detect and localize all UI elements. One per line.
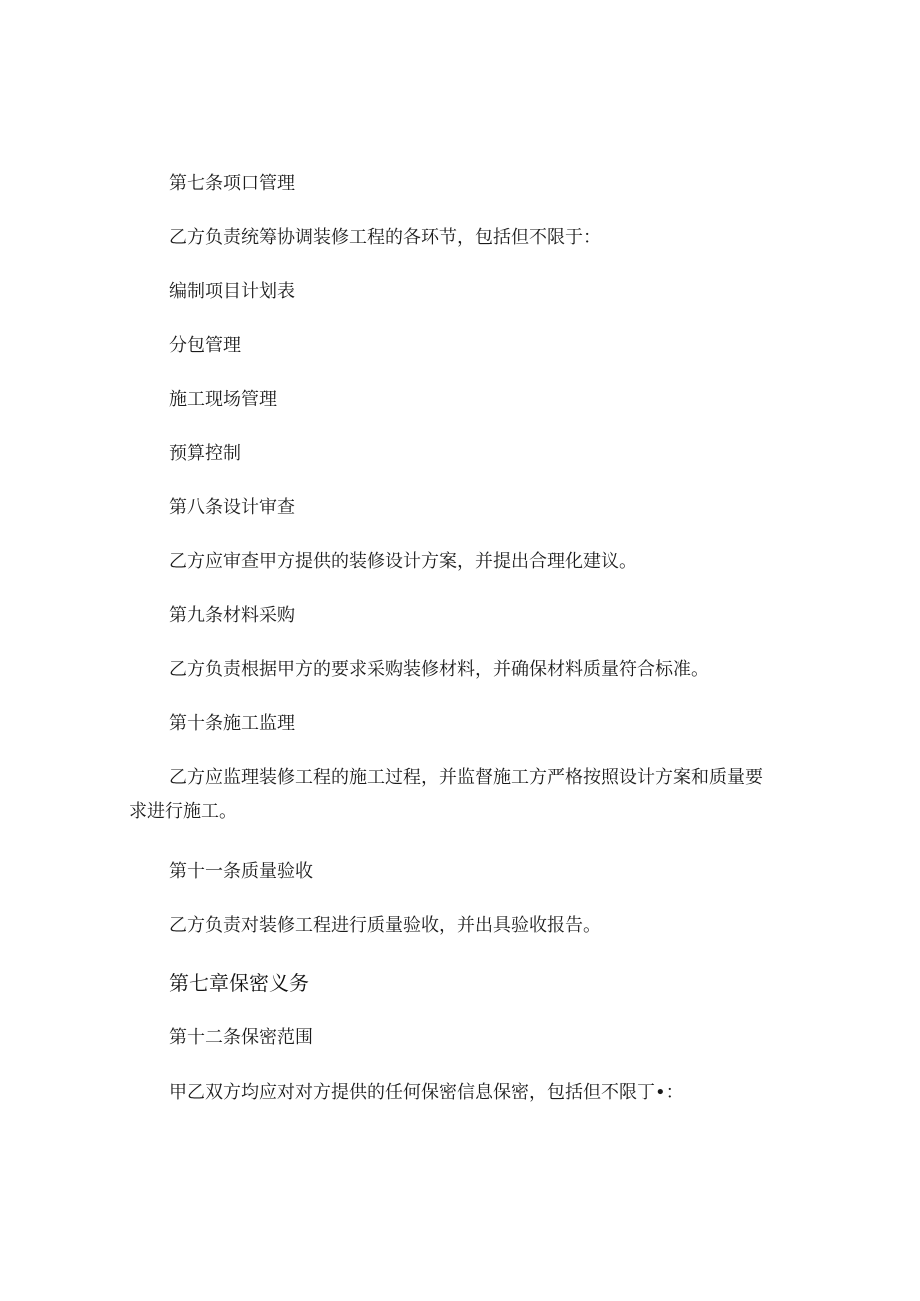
- article-12-body: 甲乙双方均应对对方提供的任何保密信息保密，包括但不限丁•：: [169, 1082, 684, 1103]
- article-12-heading: 第十二条保密范围: [169, 1027, 313, 1048]
- article-8-body: 乙方应审查甲方提供的装修设计方案，并提出合理化建议。: [169, 551, 637, 572]
- article-9-body: 乙方负责根据甲方的要求采购装修材料，并确保材料质量符合标准。: [169, 659, 709, 680]
- article-8-heading: 第八条设计审查: [169, 497, 295, 518]
- list-item: 分包管理: [169, 335, 241, 356]
- article-9-heading: 第九条材料采购: [169, 605, 295, 626]
- article-7-intro: 乙方负责统筹协调装修工程的各环节，包括但不限于：: [169, 227, 601, 248]
- article-7-heading: 第七条项口管理: [169, 173, 295, 194]
- article-11-heading: 第十一条质量验收: [169, 861, 313, 882]
- article-11-body: 乙方负责对装修工程进行质量验收，并出具验收报告。: [169, 915, 601, 936]
- list-item: 预算控制: [169, 443, 241, 464]
- list-item: 编制项目计划表: [169, 281, 295, 302]
- chapter-7-heading: 第七章保密义务: [169, 971, 309, 995]
- list-item: 施工现场管理: [169, 389, 277, 410]
- article-10-body: 乙方应监理装修工程的施工过程，并监督施工方严格按照设计方案和质量要求进行施工。: [129, 767, 763, 822]
- article-10-heading: 第十条施工监理: [169, 713, 295, 734]
